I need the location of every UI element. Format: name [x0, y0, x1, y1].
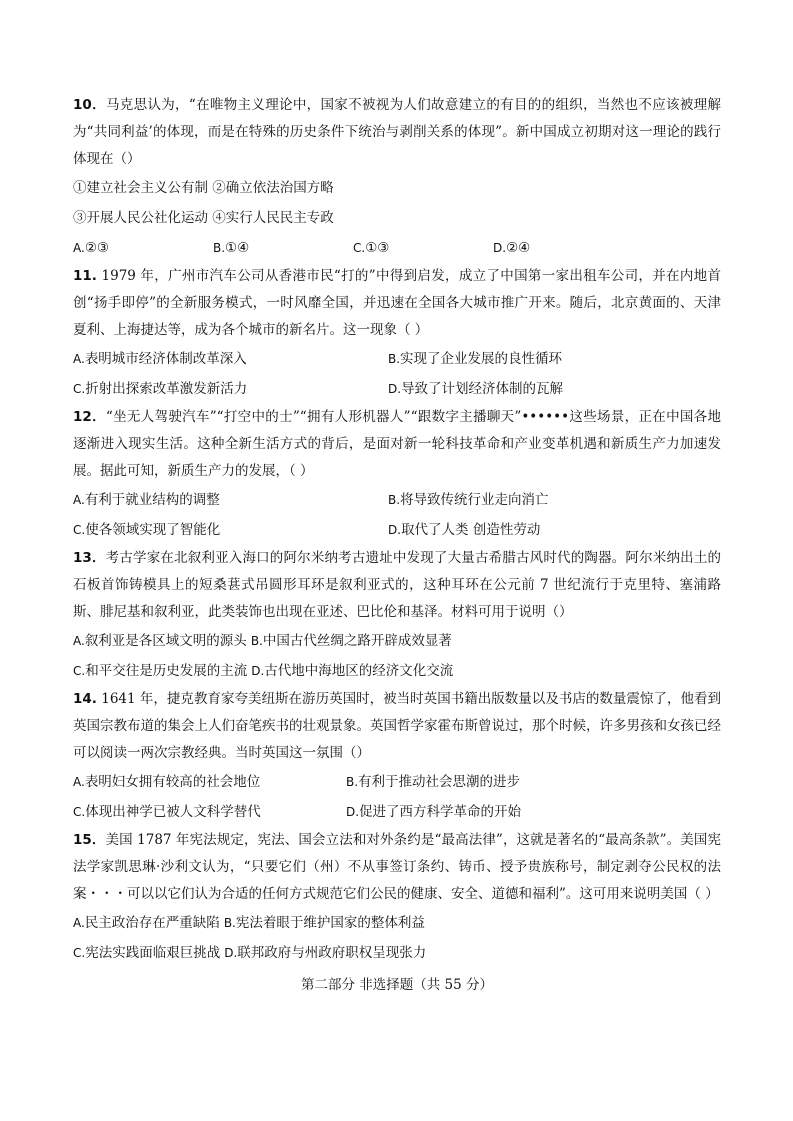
option-a[interactable]: A.叙利亚是各区域文明的源头	[73, 633, 247, 649]
option-line	[73, 656, 721, 686]
question-number: 12．	[73, 409, 106, 425]
question-12	[73, 404, 721, 545]
option-d[interactable]: D.促进了西方科学革命的开始	[346, 804, 522, 820]
option-b[interactable]: B.将导致传统行业走向消亡	[388, 492, 549, 508]
statement-line: ③开展人民公社化运动 ④实行人民民主专政	[73, 210, 334, 226]
option-d[interactable]: D.②④	[493, 240, 531, 256]
option-a[interactable]: A.表明城市经济体制改革深入	[73, 351, 247, 367]
option-b[interactable]: B.中国古代丝绸之路开辟成效显著	[250, 633, 452, 649]
option-b[interactable]: B.实现了企业发展的良性循环	[388, 351, 563, 367]
section-title: 第二部分 非选择题（共 55 分）	[300, 977, 494, 993]
option-a[interactable]: A.②③	[73, 240, 110, 256]
question-stem: 1641 年，捷克教育家夸美纽斯在游历英国时，被当时英国书籍出版数量以及书店的数量震惊了，他看到英国宗教布道的集会上人们奋笔疾书的壮观景象。英国哲学家霍布斯曾说过，那个时候，许多男孩和女孩已经可以阅读一两次宗教经典。当时英国这一氛围（）	[73, 691, 721, 761]
options	[73, 344, 721, 404]
option-b[interactable]: B.①④	[213, 240, 250, 256]
option-d[interactable]: D.古代地中海地区的经济文化交流	[251, 663, 454, 679]
option-c[interactable]: C.①③	[353, 240, 390, 256]
question-number: 11.	[73, 268, 97, 284]
question-number: 15．	[73, 832, 106, 848]
question-number: 10．	[73, 97, 106, 113]
statement-line: ①建立社会主义公有制 ②确立依法治国方略	[73, 180, 334, 196]
option-d[interactable]: D.联邦政府与州政府职权呈现张力	[224, 945, 427, 961]
option-c[interactable]: C.宪法实践面临艰巨挑战	[73, 945, 221, 961]
option-d[interactable]: D.导致了计划经济体制的瓦解	[388, 381, 564, 397]
options	[73, 485, 721, 545]
question-14	[73, 686, 721, 827]
option-d[interactable]: D.取代了人类 创造性劳动	[388, 522, 541, 538]
question-10	[73, 92, 721, 263]
option-c[interactable]: C.使各领域实现了智能化	[73, 522, 221, 538]
option-c[interactable]: C.和平交往是历史发展的主流	[73, 663, 248, 679]
option-line	[73, 626, 721, 656]
option-line	[73, 938, 721, 968]
option-a[interactable]: A.表明妇女拥有较高的社会地位	[73, 774, 261, 790]
question-stem: 1979 年，广州市汽车公司从香港市民“打的”中得到启发，成立了中国第一家出租车公司，并在内地首创“扬手即停”的全新服务模式，一时风靡全国，并迅速在全国各大城市推广开来。随后，北京黄面的、天津夏利、上海捷达等，成为各个城市的新名片。这一现象（ ）	[73, 268, 721, 338]
question-stem: 马克思认为，“在唯物主义理论中，国家不被视为人们故意建立的有目的的组织，当然也不应该被理解为“共同利益’的体现，而是在特殊的历史条件下统治与剥削关系的体现”。新中国成立初期对这一理论的践行体现在（）	[73, 97, 721, 167]
option-a[interactable]: A.民主政治存在严重缺陷	[73, 915, 220, 931]
option-b[interactable]: B.有利于推动社会思潮的进步	[346, 774, 521, 790]
option-line	[73, 908, 721, 938]
question-stem: 考古学家在北叙利亚入海口的阿尔米纳考古遗址中发现了大量古希腊古风时代的陶器。阿尔米纳出土的石板首饰铸模具上的短桑葚式吊圆形耳环是叙利亚式的，这种耳环在公元前 7 世纪流行于克里特、塞浦路斯、腓尼基和叙利亚，此类装饰也出现在亚述、巴比伦和基泽。材料可用于说明（）	[73, 550, 722, 620]
question-number: 14.	[73, 691, 97, 707]
option-b[interactable]: B.宪法着眼于维护国家的整体利益	[223, 915, 425, 931]
options	[73, 233, 721, 263]
options	[73, 767, 721, 827]
option-a[interactable]: A.有利于就业结构的调整	[73, 492, 220, 508]
question-11	[73, 263, 721, 404]
option-c[interactable]: C.折射出探索改革激发新活力	[73, 381, 248, 397]
question-15	[73, 827, 721, 968]
option-c[interactable]: C.体现出神学已被人文科学替代	[73, 804, 261, 820]
question-13	[73, 545, 721, 686]
question-number: 13．	[73, 550, 106, 566]
question-stem: “坐无人驾驶汽车”“打空中的士”“拥有人形机器人”“跟数字主播聊天”••••••这些场景，正在中国各地逐渐进入现实生活。这种全新生活方式的背后，是面对新一轮科技革命和产业变革机遇和新质生产力加速发展。据此可知，新质生产力的发展，（ ）	[73, 409, 721, 479]
question-stem: 美国 1787 年宪法规定，宪法、国会立法和对外条约是“最高法律”，这就是著名的“最高条款”。美国宪法学家凯思琳·沙利文认为，“只要它们（州）不从事签订条约、铸币、授予贵族称号，制定剥夺公民权的法案・・・可以以它们认为合适的任何方式规范它们公民的健康、安全、道德和福利”。这可用来说明美国（ ）	[73, 832, 721, 902]
